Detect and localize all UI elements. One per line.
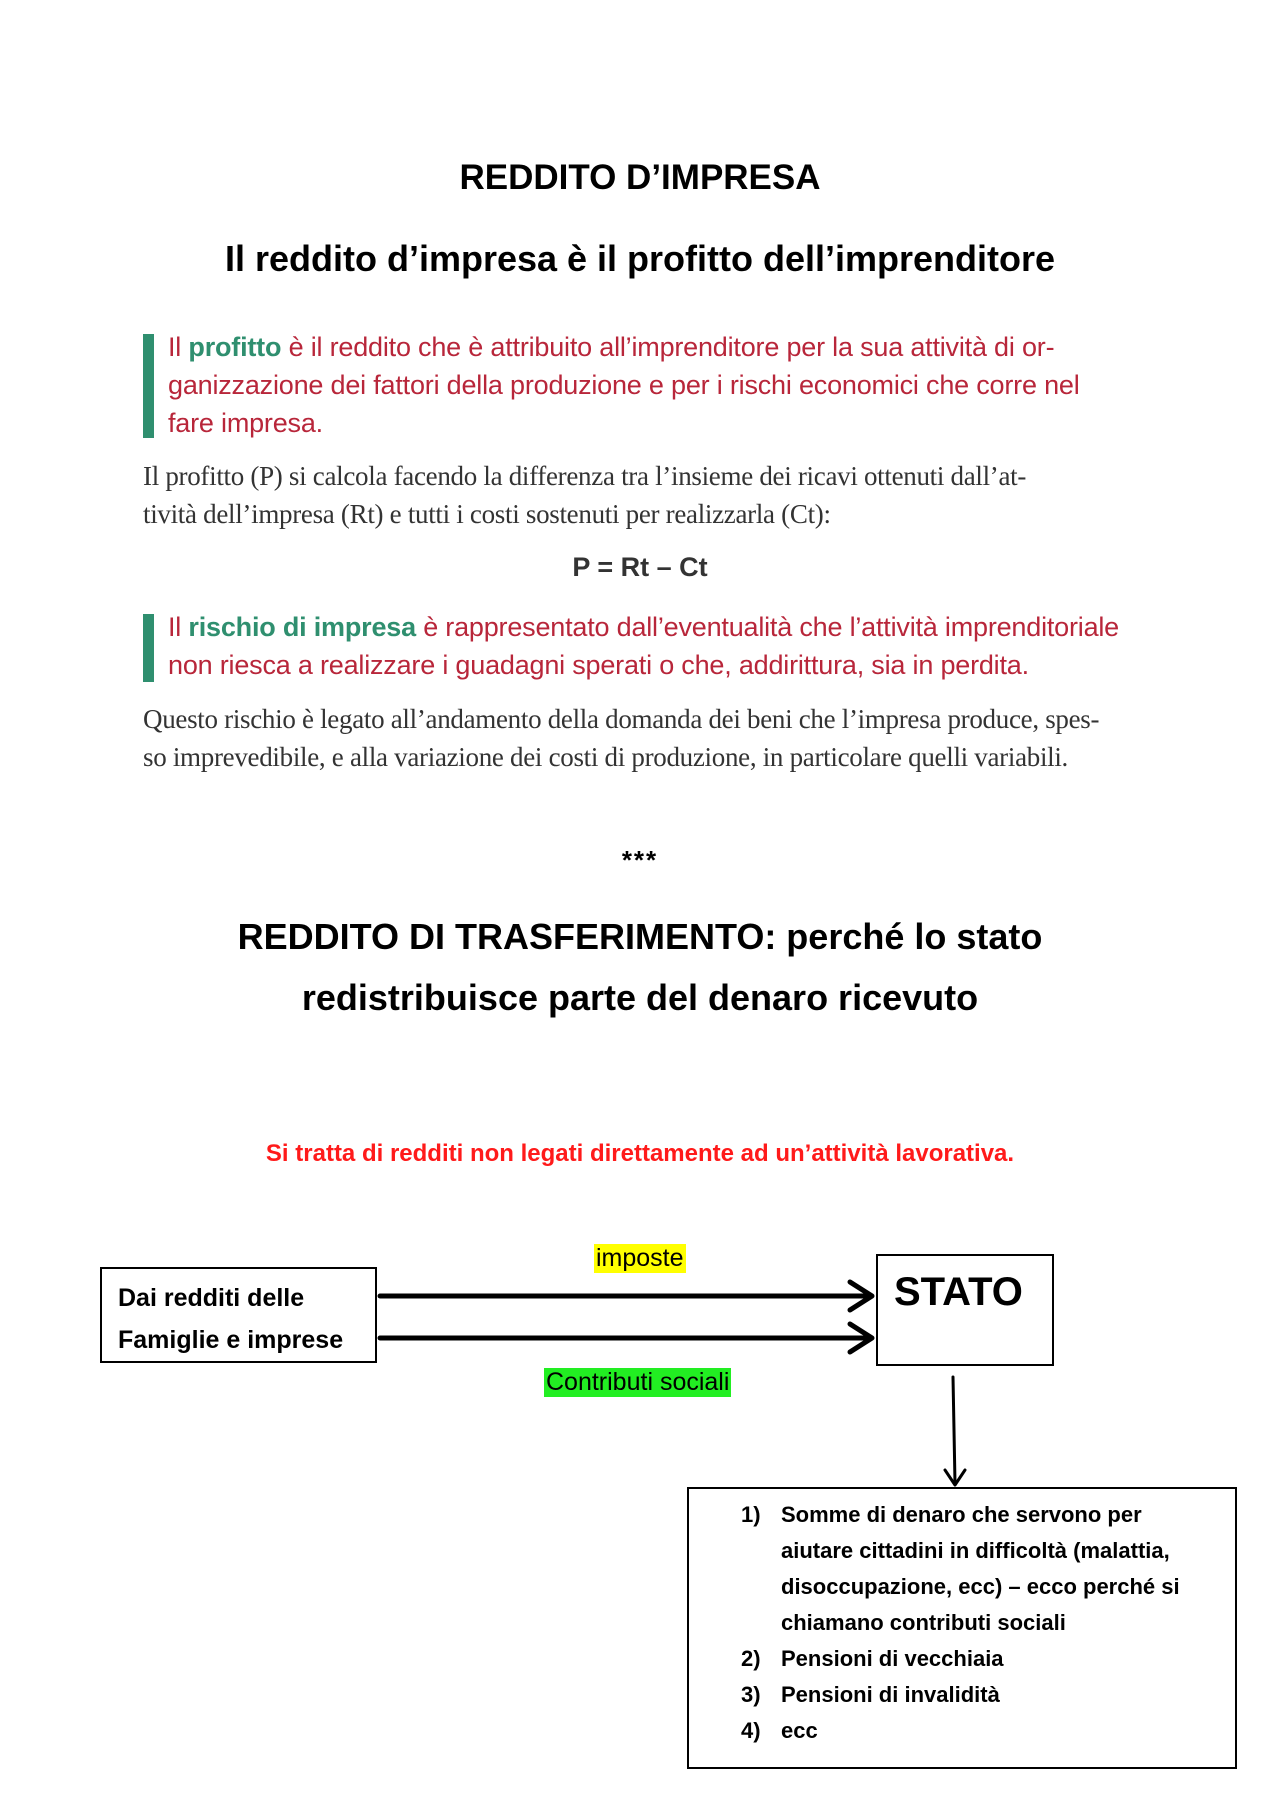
definition-term: rischio di impresa bbox=[188, 612, 416, 642]
section-note: Si tratta di redditi non legati direttamente ad un’attività lavorativa. bbox=[265, 1140, 1015, 1167]
list-number: 1) bbox=[741, 1502, 761, 1527]
source-line: Dai redditi delle bbox=[118, 1284, 305, 1312]
list-item bbox=[741, 1713, 1181, 1749]
list-text: Pensioni di vecchiaia bbox=[781, 1646, 1004, 1671]
list-text: Pensioni di invalidità bbox=[781, 1682, 1000, 1707]
section-heading-line: redistribuisce parte del denaro ricevuto bbox=[301, 977, 979, 1018]
list-item bbox=[741, 1497, 1181, 1641]
definition-line: ganizzazione dei fattori della produzione e per i rischi economici che corre nel bbox=[168, 370, 1080, 400]
definition-line: è il reddito che è attribuito all’imprenditore per la sua attività di or- bbox=[281, 332, 1055, 362]
definition-term: profitto bbox=[188, 332, 282, 362]
uses-box bbox=[687, 1487, 1237, 1769]
paragraph-line: tività dell’impresa (Rt) e tutti i costi sostenuti per realizzarla (Ct): bbox=[143, 499, 831, 529]
section-heading-line: REDDITO DI TRASFERIMENTO: perché lo stato bbox=[237, 916, 1043, 957]
formula: P = Rt – Ct bbox=[572, 552, 708, 582]
arrow-contributi bbox=[380, 1324, 872, 1352]
list-number: 4) bbox=[741, 1718, 761, 1743]
definition-line: è rappresentato dall’eventualità che l’attività imprenditoriale bbox=[415, 612, 1119, 642]
definition-line: fare impresa. bbox=[168, 408, 323, 438]
list-text: ecc bbox=[781, 1718, 818, 1743]
page-subtitle: Il reddito d’impresa è il profitto dell’imprenditore bbox=[224, 238, 1056, 279]
list-item bbox=[741, 1677, 1181, 1713]
separator: *** bbox=[621, 845, 659, 875]
imposte-label: imposte bbox=[596, 1244, 684, 1272]
paragraph-line: so imprevedibile, e alla variazione dei costi di produzione, in particolare quelli variabili. bbox=[143, 742, 1069, 772]
definition-prefix: Il bbox=[168, 332, 189, 362]
list-text: Somme di denaro che servono per aiutare cittadini in difficoltà (malattia, disoccupazione, ecc) – ecco perché si chiamano contributi sociali bbox=[781, 1502, 1180, 1635]
paragraph-line: Questo rischio è legato all’andamento della domanda dei beni che l’impresa produce, spes- bbox=[143, 704, 1100, 734]
list-item bbox=[741, 1641, 1181, 1677]
definition-line: non riesca a realizzare i guadagni sperati o che, addirittura, sia in perdita. bbox=[168, 650, 1029, 680]
page-title: REDDITO D’IMPRESA bbox=[459, 158, 821, 197]
arrow-imposte bbox=[380, 1282, 872, 1310]
contributi-label: Contributi sociali bbox=[546, 1368, 730, 1396]
list-number: 3) bbox=[741, 1682, 761, 1707]
list-number: 2) bbox=[741, 1646, 761, 1671]
stato-label: STATO bbox=[894, 1270, 1023, 1314]
uses-list bbox=[741, 1497, 1181, 1749]
paragraph-line: Il profitto (P) si calcola facendo la differenza tra l’insieme dei ricavi ottenuti dall’at- bbox=[143, 461, 1027, 491]
definition-prefix: Il bbox=[168, 612, 189, 642]
arrow-down bbox=[945, 1377, 965, 1485]
source-line: Famiglie e imprese bbox=[118, 1326, 344, 1354]
